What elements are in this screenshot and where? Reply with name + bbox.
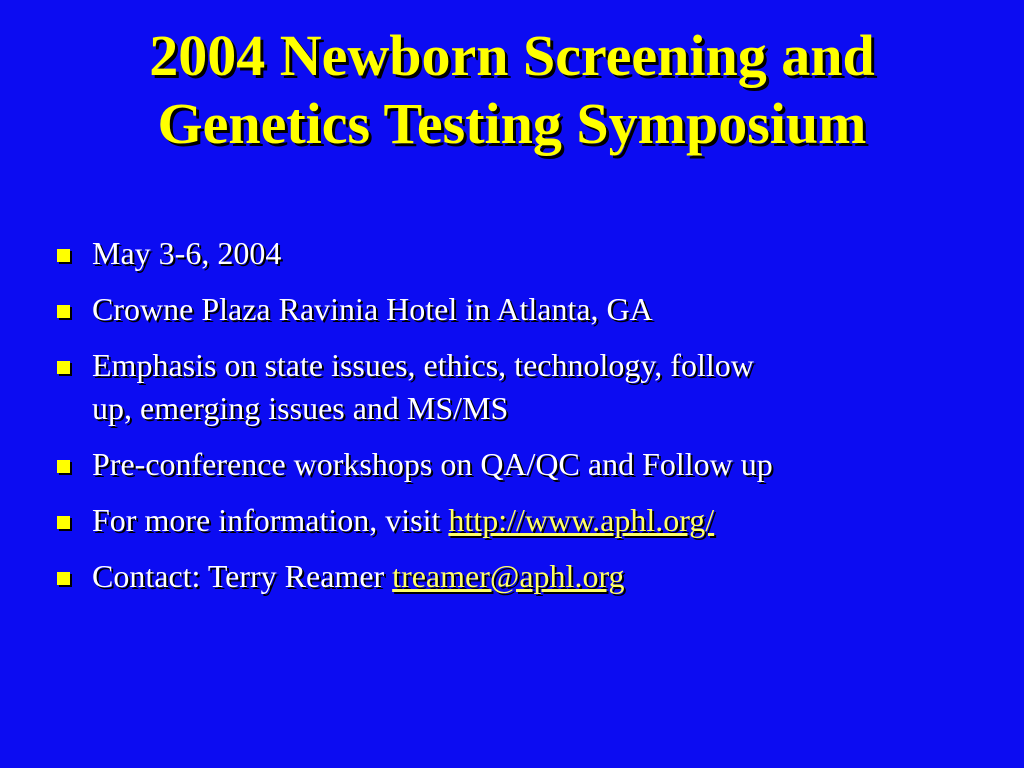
bullet-item-emphasis — [55, 344, 955, 430]
slide-title-line-1: 2004 Newborn Screening and — [149, 23, 875, 88]
bullet-item-location — [55, 288, 955, 331]
bullet-text-emphasis-line-1: Emphasis on state issues, ethics, technology, follow — [92, 347, 754, 383]
square-bullet-icon — [57, 572, 70, 585]
bullet-text-emphasis-line-2: up, emerging issues and MS/MS — [92, 390, 509, 426]
bullet-text-date: May 3-6, 2004 — [92, 235, 282, 271]
aphl-website-link[interactable]: http://www.aphl.org/ — [448, 502, 715, 538]
contact-email-link[interactable]: treamer@aphl.org — [392, 558, 625, 594]
square-bullet-icon — [57, 516, 70, 529]
bullet-item-more-info — [55, 499, 955, 542]
slide-title — [40, 22, 984, 158]
bullet-text-more-info: For more information, visit — [92, 502, 449, 538]
square-bullet-icon — [57, 249, 70, 262]
bullet-item-contact — [55, 555, 955, 598]
square-bullet-icon — [57, 361, 70, 374]
square-bullet-icon — [57, 305, 70, 318]
slide-title-line-2: Genetics Testing Symposium — [157, 91, 867, 156]
bullet-text-workshops: Pre-conference workshops on QA/QC and Follow up — [92, 446, 773, 482]
bullet-item-workshops — [55, 443, 955, 486]
bullet-text-contact: Contact: Terry Reamer — [92, 558, 393, 594]
square-bullet-icon — [57, 460, 70, 473]
bullet-list — [55, 232, 955, 611]
bullet-item-date — [55, 232, 955, 275]
bullet-text-location: Crowne Plaza Ravinia Hotel in Atlanta, GA — [92, 291, 653, 327]
